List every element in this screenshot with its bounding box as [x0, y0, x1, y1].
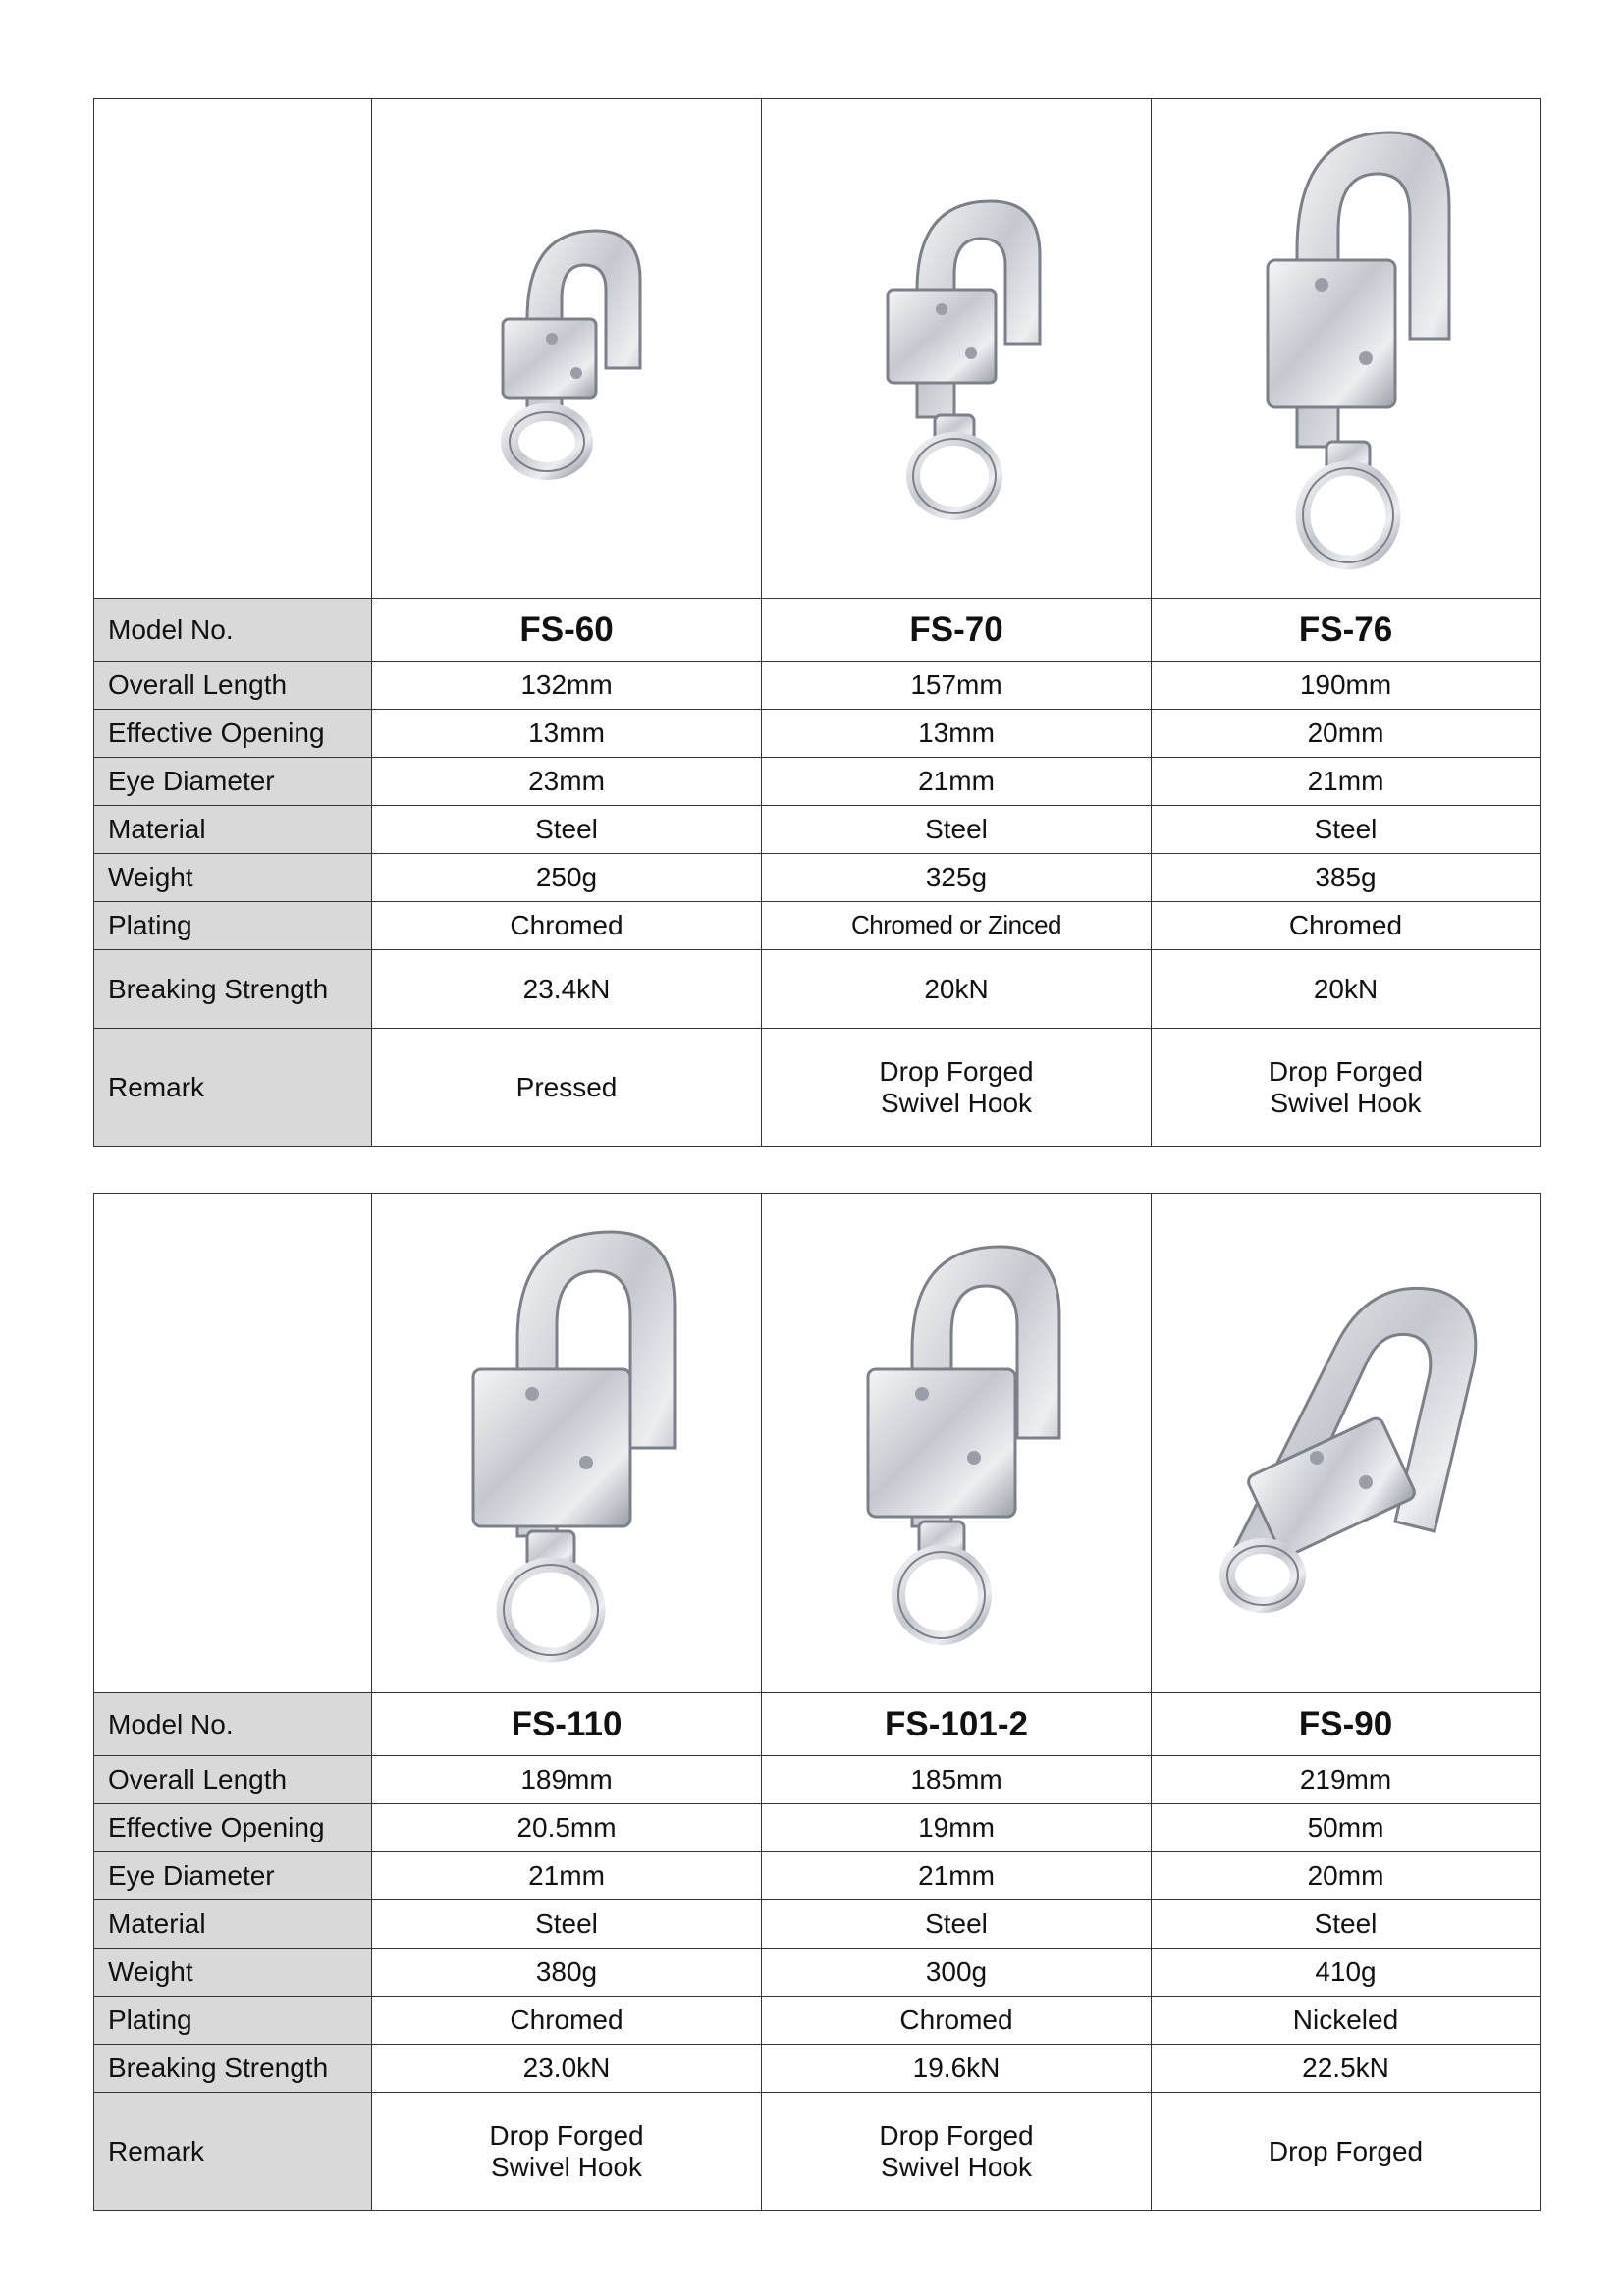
scaffold-hook-image: [1189, 1237, 1503, 1649]
breaking-strength-value: 23.0kN: [372, 2045, 762, 2093]
hook-rivet: [579, 1456, 593, 1469]
plating-value: Chromed or Zinced: [762, 902, 1152, 950]
remark-text: Drop Forged: [1268, 2135, 1424, 2166]
swivel-hook-image: [439, 1212, 694, 1674]
row-label-material: Material: [94, 1900, 372, 1949]
overall-length-value: 189mm: [372, 1756, 762, 1804]
hook-gate: [503, 319, 596, 398]
swivel-hook-image: [1228, 113, 1464, 584]
model-number: FS-60: [372, 599, 762, 662]
hook-rivet: [546, 333, 558, 345]
row-label-weight: Weight: [94, 854, 372, 902]
hook-rivet: [936, 303, 947, 315]
plating-value: Chromed: [372, 1997, 762, 2045]
breaking-strength-value: 20kN: [1152, 950, 1541, 1029]
remark-text: Drop Forged Swivel Hook: [1268, 1056, 1424, 1118]
overall-length-value: 185mm: [762, 1756, 1152, 1804]
remark-value: [372, 2093, 762, 2211]
plating-value: Chromed: [1152, 902, 1541, 950]
effective-opening-value: 50mm: [1152, 1804, 1541, 1852]
weight-value: 250g: [372, 854, 762, 902]
overall-length-value: 219mm: [1152, 1756, 1541, 1804]
eye-diameter-value: 21mm: [762, 1852, 1152, 1900]
hook-rivet: [570, 367, 582, 379]
remark-value: [1152, 2093, 1541, 2211]
plating-value: Nickeled: [1152, 1997, 1541, 2045]
swivel-hook-image: [829, 1222, 1084, 1664]
remark-value: [762, 2093, 1152, 2211]
breaking-strength-value: 23.4kN: [372, 950, 762, 1029]
material-value: Steel: [762, 1900, 1152, 1949]
remark-text: Drop Forged Swivel Hook: [879, 2120, 1034, 2182]
product-image-cell: [372, 99, 762, 599]
eye-diameter-value: 21mm: [372, 1852, 762, 1900]
hook-rivet: [1310, 1451, 1324, 1465]
row-label-eye-diameter: Eye Diameter: [94, 1852, 372, 1900]
product-image-cell: [762, 1194, 1152, 1693]
remark-value: [1152, 1029, 1541, 1147]
plating-value: Chromed: [372, 902, 762, 950]
model-number: FS-70: [762, 599, 1152, 662]
hook-gate: [473, 1369, 630, 1526]
eye-diameter-value: 23mm: [372, 758, 762, 806]
product-image-cell: [1152, 99, 1541, 599]
image-header-empty: [94, 99, 372, 599]
row-label-weight: Weight: [94, 1949, 372, 1997]
material-value: Steel: [1152, 1900, 1541, 1949]
plating-value: Chromed: [762, 1997, 1152, 2045]
hook-rivet: [915, 1387, 929, 1401]
effective-opening-value: 20.5mm: [372, 1804, 762, 1852]
effective-opening-value: 13mm: [372, 710, 762, 758]
row-label-remark: Remark: [94, 1029, 372, 1147]
row-label-breaking-strength: Breaking Strength: [94, 2045, 372, 2093]
hook-gate: [1268, 260, 1395, 407]
remark-text: Drop Forged Swivel Hook: [879, 1056, 1034, 1118]
eye-diameter-value: 21mm: [762, 758, 1152, 806]
image-header-empty: [94, 1194, 372, 1693]
weight-value: 385g: [1152, 854, 1541, 902]
swivel-hook-image: [848, 172, 1064, 525]
weight-value: 380g: [372, 1949, 762, 1997]
spec-table-1: [93, 98, 1541, 1147]
material-value: Steel: [372, 1900, 762, 1949]
model-number: FS-101-2: [762, 1693, 1152, 1756]
overall-length-value: 157mm: [762, 662, 1152, 710]
row-label-eye-diameter: Eye Diameter: [94, 758, 372, 806]
row-label-remark: Remark: [94, 2093, 372, 2211]
row-label-model: Model No.: [94, 1693, 372, 1756]
snap-hook-image: [468, 201, 665, 496]
row-label-effective-opening: Effective Opening: [94, 710, 372, 758]
product-image-cell: [1152, 1194, 1541, 1693]
row-label-model: Model No.: [94, 599, 372, 662]
remark-text: Drop Forged Swivel Hook: [489, 2120, 644, 2182]
breaking-strength-value: 19.6kN: [762, 2045, 1152, 2093]
eye-diameter-value: 21mm: [1152, 758, 1541, 806]
effective-opening-value: 19mm: [762, 1804, 1152, 1852]
remark-value: [372, 1029, 762, 1147]
overall-length-value: 132mm: [372, 662, 762, 710]
effective-opening-value: 13mm: [762, 710, 1152, 758]
material-value: Steel: [1152, 806, 1541, 854]
spec-table-2: [93, 1193, 1541, 2211]
hook-rivet: [1359, 351, 1373, 365]
model-number: FS-76: [1152, 599, 1541, 662]
model-number: FS-90: [1152, 1693, 1541, 1756]
row-label-plating: Plating: [94, 902, 372, 950]
weight-value: 300g: [762, 1949, 1152, 1997]
material-value: Steel: [762, 806, 1152, 854]
overall-length-value: 190mm: [1152, 662, 1541, 710]
weight-value: 325g: [762, 854, 1152, 902]
hook-rivet: [965, 347, 977, 359]
eye-diameter-value: 20mm: [1152, 1852, 1541, 1900]
remark-value: [762, 1029, 1152, 1147]
material-value: Steel: [372, 806, 762, 854]
row-label-plating: Plating: [94, 1997, 372, 2045]
model-number: FS-110: [372, 1693, 762, 1756]
row-label-overall-length: Overall Length: [94, 662, 372, 710]
hook-rivet: [525, 1387, 539, 1401]
breaking-strength-value: 20kN: [762, 950, 1152, 1029]
breaking-strength-value: 22.5kN: [1152, 2045, 1541, 2093]
hook-rivet: [1359, 1475, 1373, 1489]
row-label-breaking-strength: Breaking Strength: [94, 950, 372, 1029]
row-label-overall-length: Overall Length: [94, 1756, 372, 1804]
row-label-material: Material: [94, 806, 372, 854]
hook-gate: [868, 1369, 1015, 1517]
remark-text: Pressed: [515, 1071, 618, 1102]
hook-rivet: [967, 1451, 981, 1465]
hook-rivet: [1315, 278, 1328, 292]
effective-opening-value: 20mm: [1152, 710, 1541, 758]
row-label-effective-opening: Effective Opening: [94, 1804, 372, 1852]
product-image-cell: [762, 99, 1152, 599]
product-image-cell: [372, 1194, 762, 1693]
weight-value: 410g: [1152, 1949, 1541, 1997]
